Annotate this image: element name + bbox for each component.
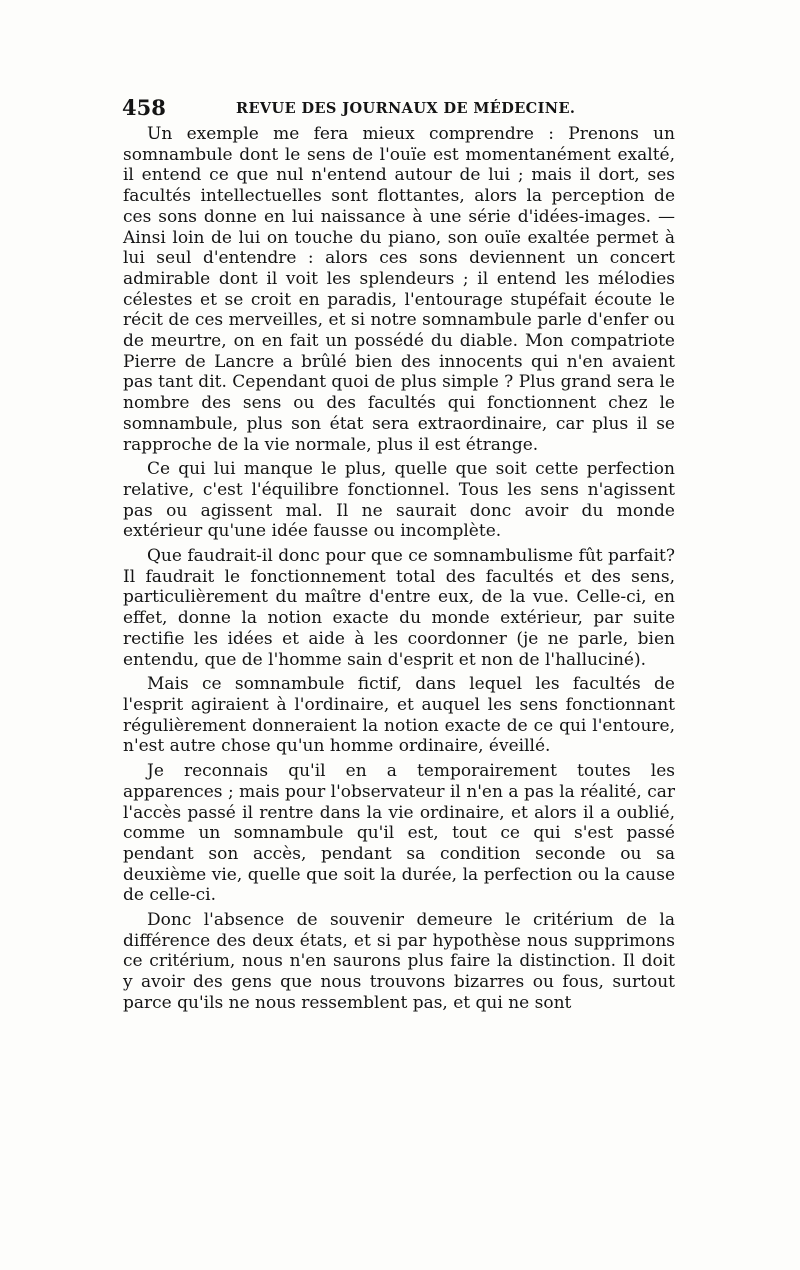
paragraph: Je reconnais qu'il en a temporairement toutes les apparences ; mais pour l'observateur il n'en a pas la réalité, car l'accès passé il rentre dans la vie ordinaire, et alors il a oublié, comme un somnambule qu'il est, tout ce qui s'est passé pendant son accès, pendant sa condition seconde ou sa deuxième vie, quelle que soit la durée, la perfection ou la cause de celle-ci. (123, 761, 675, 906)
paragraph: Un exemple me fera mieux comprendre : Prenons un somnambule dont le sens de l'ouïe est momentanément exalté, il entend ce que nul n'entend autour de lui ; mais il dort, ses facultés intellectuelles sont flottantes, alors la perception de ces sons donne en lui naissance à une série d'idées-images. — Ainsi loin de lui on touche du piano, son ouïe exaltée permet à lui seul d'entendre : alors ces sons deviennent un concert admirable dont il voit les splendeurs ; il entend les mélodies célestes et se croit en paradis, l'entourage stupéfait écoute le récit de ces merveilles, et si notre somnambule parle d'enfer ou de meurtre, on en fait un possédé du diable. Mon compatriote Pierre de Lancre a brûlé bien des innocents qui n'en avaient pas tant dit. Cependant quoi de plus simple ? Plus grand sera le nombre des sens ou des facultés qui fonctionnent chez le somnambule, plus son état sera extraordinaire, car plus il se rapproche de la vie normale, plus il est étrange. (123, 124, 675, 455)
journal-title: REVUE DES JOURNAUX DE MÉDECINE. (236, 100, 576, 117)
paragraph: Mais ce somnambule fictif, dans lequel les facultés de l'esprit agiraient à l'ordinaire, et auquel les sens fonctionnant régulièrement donneraient la notion exacte de ce qui l'entoure, n'est autre chose qu'un homme ordinaire, éveillé. (123, 674, 675, 757)
body-text (123, 124, 675, 1014)
paragraph: Que faudrait-il donc pour que ce somnambulisme fût parfait? Il faudrait le fonctionnement total des facultés et des sens, particulièrement du maître d'entre eux, de la vue. Celle-ci, en effet, donne la notion exacte du monde extérieur, par suite rectifie les idées et aide à les coordonner (je ne parle, bien entendu, que de l'homme sain d'esprit et non de l'halluciné). (123, 546, 675, 670)
paragraph: Donc l'absence de souvenir demeure le critérium de la différence des deux états, et si par hypothèse nous supprimons ce critérium, nous n'en saurons plus faire la distinction. Il doit y avoir des gens que nous trouvons bizarres ou fous, surtout parce qu'ils ne nous ressemblent pas, et qui ne sont (123, 910, 675, 1013)
paragraph: Ce qui lui manque le plus, quelle que soit cette perfection relative, c'est l'équilibre fonctionnel. Tous les sens n'agissent pas ou agissent mal. Il ne saurait donc avoir du monde extérieur qu'une idée fausse ou incomplète. (123, 459, 675, 542)
running-head (122, 96, 682, 120)
page-number: 458 (122, 95, 166, 120)
